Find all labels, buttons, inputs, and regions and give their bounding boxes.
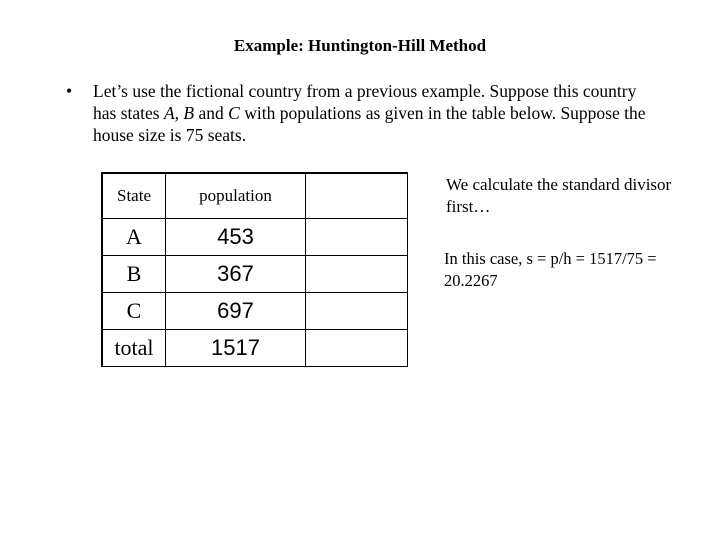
header-state: State [102,173,166,219]
bullet-text-part2: and [194,103,229,123]
table-header-row [102,173,408,219]
state-cell: total [102,330,166,367]
table-row [102,330,408,367]
standard-divisor-note: We calculate the standard divisor first… [446,175,672,216]
population-cell: 697 [166,293,306,330]
state-cell: B [102,256,166,293]
extra-cell [306,256,408,293]
population-cell: 1517 [166,330,306,367]
bullet-state-c: C [228,103,240,123]
state-cell: A [102,219,166,256]
bullet-text-part3: with populations as given in the table below. Suppose the house size is 75 seats. [93,103,646,145]
population-table [101,172,408,367]
table-row [102,219,408,256]
bullet-text-part1: Let’s use the fictional country from a previous example. Suppose this country has states [93,81,637,123]
extra-cell [306,293,408,330]
table-row [102,293,408,330]
state-cell: C [102,293,166,330]
population-cell: 453 [166,219,306,256]
header-extra [306,173,408,219]
bullet-icon: • [66,81,73,101]
bullet-text [93,80,653,146]
header-population: population [166,173,306,219]
slide-title: Example: Huntington-Hill Method [233,36,487,55]
extra-cell [306,330,408,367]
divisor-calculation-note: In this case, s = p/h = 1517/75 = 20.2267 [444,249,657,290]
extra-cell [306,219,408,256]
bullet-states-ab: A, B [163,103,195,123]
table-row [102,256,408,293]
population-cell: 367 [166,256,306,293]
